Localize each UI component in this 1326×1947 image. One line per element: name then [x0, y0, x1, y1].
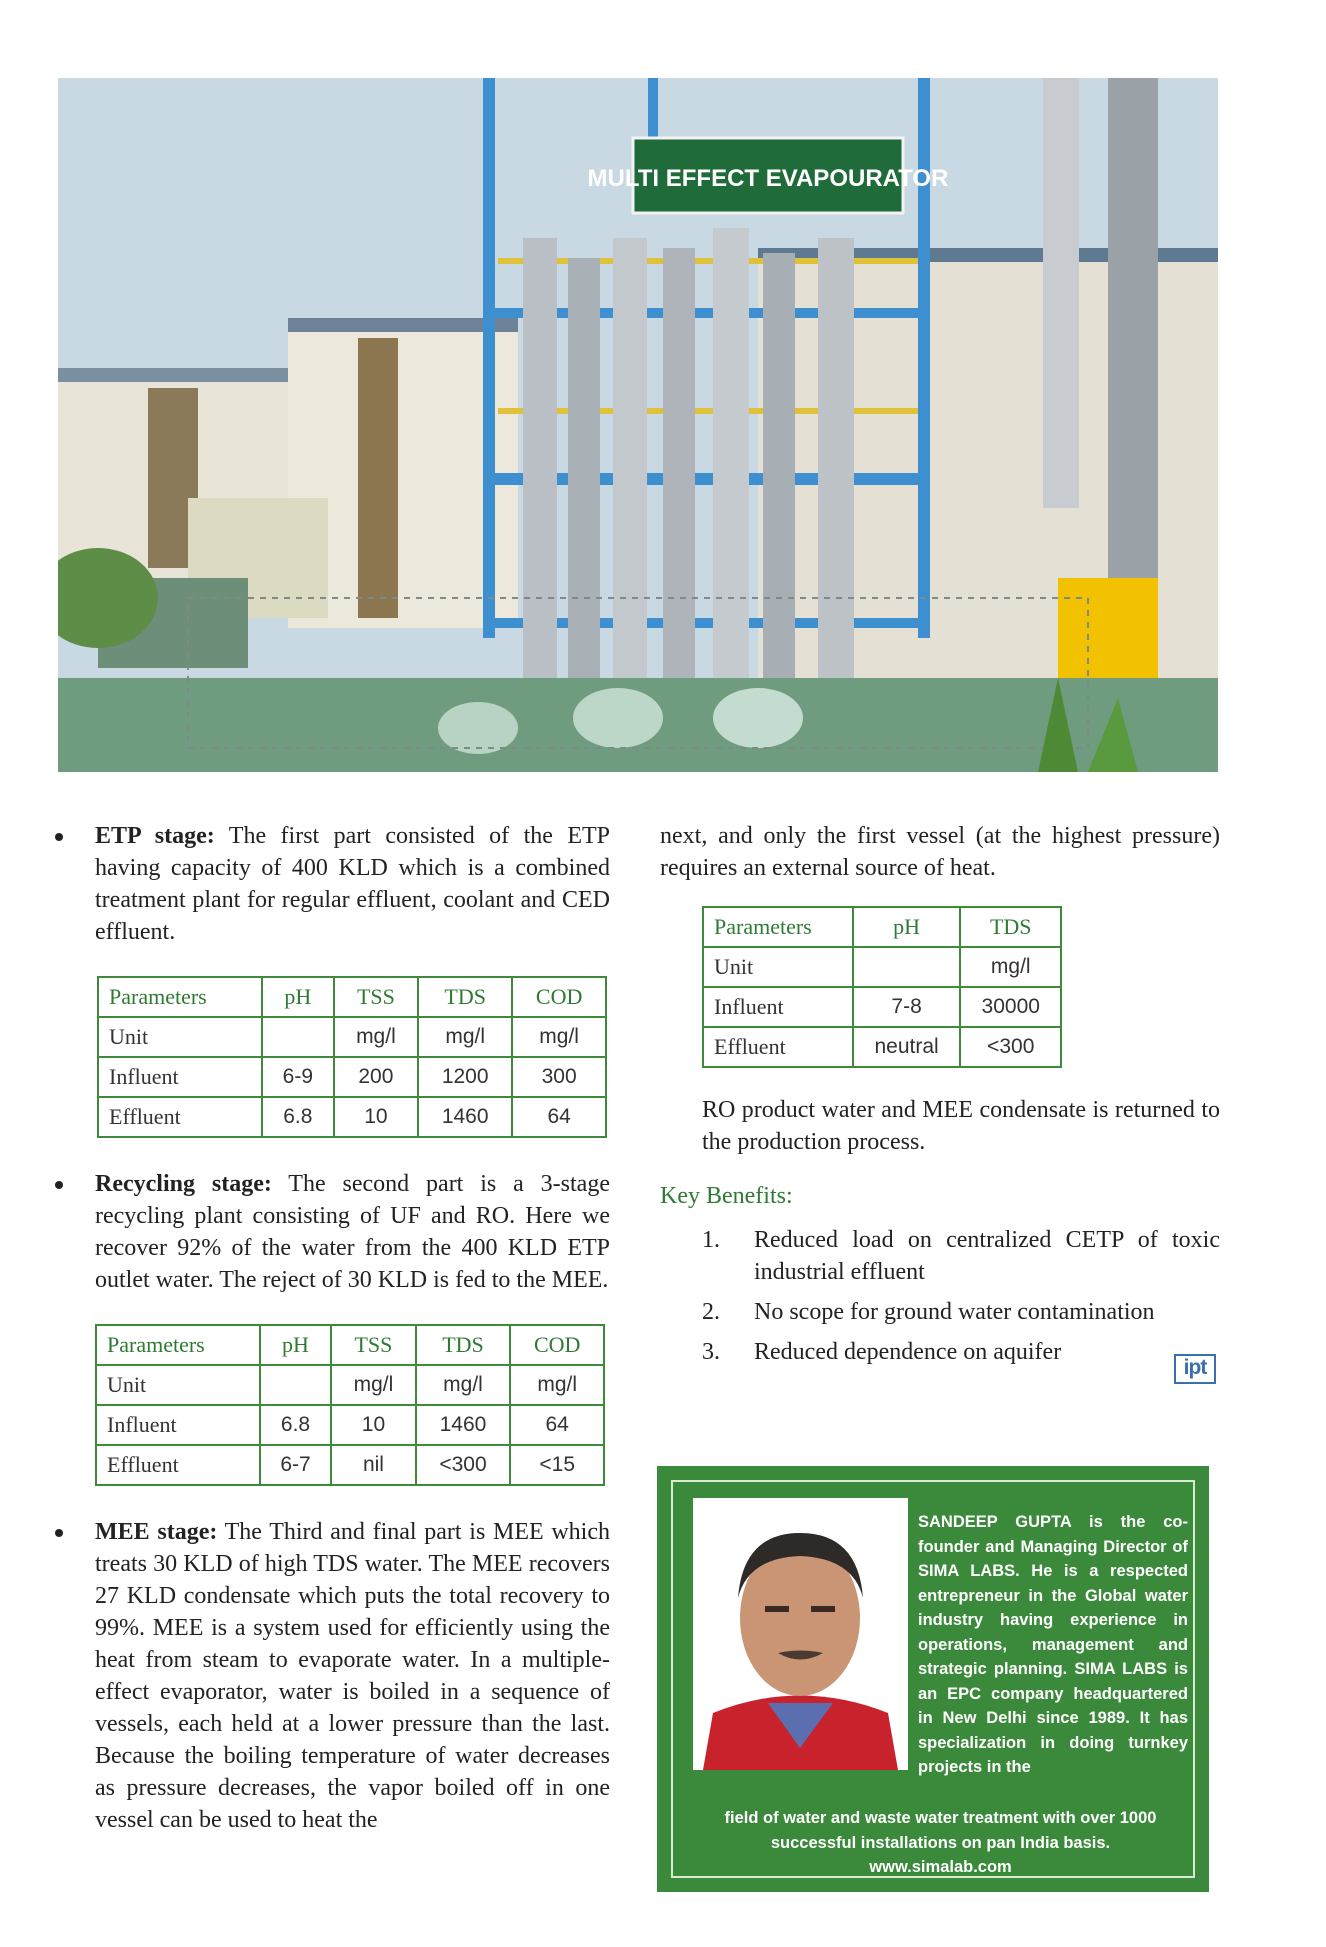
- table-cell: [260, 1365, 332, 1405]
- table-cell: mg/l: [512, 1017, 606, 1057]
- ro-condensate-text: RO product water and MEE condensate is returned to the production process.: [702, 1097, 1220, 1155]
- left-column: [55, 820, 610, 1836]
- table-cell: 1460: [416, 1405, 511, 1445]
- key-benefits-list: [702, 1224, 1220, 1368]
- table-cell: Influent: [96, 1405, 260, 1445]
- website-link[interactable]: www.simalab.com: [869, 1858, 1012, 1876]
- bullet-icon: [55, 1181, 63, 1189]
- bio-text-end: field of water and waste water treatment with over 1000 successful installations on pan India basis.: [724, 1809, 1157, 1852]
- table-cell: <15: [510, 1445, 604, 1485]
- table-cell: Effluent: [96, 1445, 260, 1485]
- mee-stage-paragraph: [55, 1516, 610, 1836]
- table-header: TDS: [960, 907, 1061, 947]
- table-cell: 6.8: [260, 1405, 332, 1445]
- table-cell: 6-9: [262, 1057, 334, 1097]
- mee-stage-text: The Third and final part is MEE which treats 30 KLD of high TDS water. The MEE recovers 27 KLD condensate which puts the total recovery to 99%. MEE is a system used for efficiently using the heat from steam to evaporate water. In a multiple-effect evaporator, water is boiled in a sequence of vessels, each held at a lower pressure than the last. Because the boiling temperature of water decreases as pressure decreases, the vapor boiled off in one vessel can be used to heat the: [95, 1519, 611, 1833]
- list-item: [702, 1336, 1220, 1368]
- table-cell: 10: [331, 1405, 415, 1445]
- table-cell: [262, 1017, 334, 1057]
- table-cell: Influent: [98, 1057, 262, 1097]
- table-row: [98, 1057, 606, 1097]
- mee-parameters-table: [702, 906, 1062, 1068]
- table-cell: Unit: [98, 1017, 262, 1057]
- etp-parameters-table: [97, 976, 607, 1138]
- table-cell: mg/l: [418, 1017, 512, 1057]
- table-cell: 6-7: [260, 1445, 332, 1485]
- table-cell: mg/l: [960, 947, 1061, 987]
- table-cell: 1200: [418, 1057, 512, 1097]
- table-cell: 1460: [418, 1097, 512, 1137]
- etp-stage-heading: ETP stage:: [95, 823, 215, 849]
- author-portrait: [693, 1498, 908, 1770]
- recycling-stage-paragraph: [55, 1168, 610, 1296]
- table-header: Parameters: [96, 1325, 260, 1365]
- table-cell: nil: [331, 1445, 415, 1485]
- table-cell: [853, 947, 961, 987]
- table-cell: Effluent: [98, 1097, 262, 1137]
- table-row: [96, 1445, 604, 1485]
- table-row: [98, 1097, 606, 1137]
- table-header: Parameters: [703, 907, 853, 947]
- list-number: 1.: [702, 1227, 720, 1253]
- table-header: Parameters: [98, 977, 262, 1017]
- table-header: COD: [512, 977, 606, 1017]
- table-cell: Unit: [96, 1365, 260, 1405]
- key-benefits-title: Key Benefits:: [660, 1183, 793, 1209]
- ipt-logo: ipt: [1174, 1354, 1216, 1384]
- table-cell: 10: [334, 1097, 418, 1137]
- table-cell: mg/l: [510, 1365, 604, 1405]
- table-header: pH: [262, 977, 334, 1017]
- mee-continuation-text: next, and only the first vessel (at the highest pressure) requires an external source of heat.: [660, 823, 1220, 881]
- table-cell: <300: [416, 1445, 511, 1485]
- table-cell: Influent: [703, 987, 853, 1027]
- table-cell: 30000: [960, 987, 1061, 1027]
- table-row: [703, 947, 1061, 987]
- table-cell: neutral: [853, 1027, 961, 1067]
- table-row: [703, 987, 1061, 1027]
- table-cell: mg/l: [331, 1365, 415, 1405]
- table-cell: 64: [512, 1097, 606, 1137]
- table-row: [98, 1017, 606, 1057]
- table-cell: mg/l: [334, 1017, 418, 1057]
- table-row: [703, 1027, 1061, 1067]
- table-cell: 64: [510, 1405, 604, 1445]
- plant-photo: [58, 78, 1218, 772]
- bio-inner-frame: [671, 1480, 1195, 1878]
- bullet-icon: [55, 833, 63, 841]
- table-header: TSS: [331, 1325, 415, 1365]
- table-cell: <300: [960, 1027, 1061, 1067]
- table-row: [96, 1365, 604, 1405]
- table-header: TDS: [418, 977, 512, 1017]
- author-bio-box: [657, 1466, 1209, 1892]
- list-text: No scope for ground water contamination: [754, 1299, 1155, 1325]
- evaporator-sign: MULTI EFFECT EVAPOURATOR: [587, 165, 949, 192]
- table-header: COD: [510, 1325, 604, 1365]
- table-cell: 300: [512, 1057, 606, 1097]
- etp-stage-text: The first part consisted of the ETP having capacity of 400 KLD which is a combined treatment plant for regular effluent, coolant and CED effluent.: [95, 823, 611, 945]
- portrait-illustration: [693, 1498, 908, 1770]
- list-item: [702, 1224, 1220, 1288]
- table-header: TDS: [416, 1325, 511, 1365]
- table-header: pH: [853, 907, 961, 947]
- recycling-parameters-table: [95, 1324, 605, 1486]
- recycling-stage-text: The second part is a 3-stage recycling plant consisting of UF and RO. Here we recover 92% of the water from the 400 KLD ETP outlet water. The reject of 30 KLD is fed to the MEE.: [95, 1171, 610, 1293]
- list-text: Reduced dependence on aquifer: [754, 1339, 1062, 1365]
- bio-text-continued: [693, 1806, 1188, 1880]
- bio-text-main: SANDEEP GUPTA is the co-founder and Managing Director of SIMA LABS. He is a respected entrepreneur in the Global water industry having experience in operations, management and strategic planning. SIMA LABS is an EPC company headquartered in New Delhi since 1989. It has specialization in doing turnkey projects in the: [918, 1513, 1188, 1776]
- evaporator-illustration: [58, 78, 1218, 772]
- list-number: 3.: [702, 1339, 720, 1365]
- table-cell: 6.8: [262, 1097, 334, 1137]
- bullet-icon: [55, 1529, 63, 1537]
- list-text: Reduced load on centralized CETP of toxic industrial effluent: [754, 1227, 1220, 1285]
- table-header: TSS: [334, 977, 418, 1017]
- table-cell: mg/l: [416, 1365, 511, 1405]
- table-row: [96, 1405, 604, 1445]
- etp-stage-paragraph: [55, 820, 610, 948]
- list-number: 2.: [702, 1299, 720, 1325]
- table-cell: Unit: [703, 947, 853, 987]
- table-header: pH: [260, 1325, 332, 1365]
- table-cell: 7-8: [853, 987, 961, 1027]
- table-cell: 200: [334, 1057, 418, 1097]
- recycling-stage-heading: Recycling stage:: [95, 1171, 272, 1197]
- table-cell: Effluent: [703, 1027, 853, 1067]
- right-column: [660, 820, 1220, 1376]
- list-item: [702, 1296, 1220, 1328]
- mee-stage-heading: MEE stage:: [95, 1519, 218, 1545]
